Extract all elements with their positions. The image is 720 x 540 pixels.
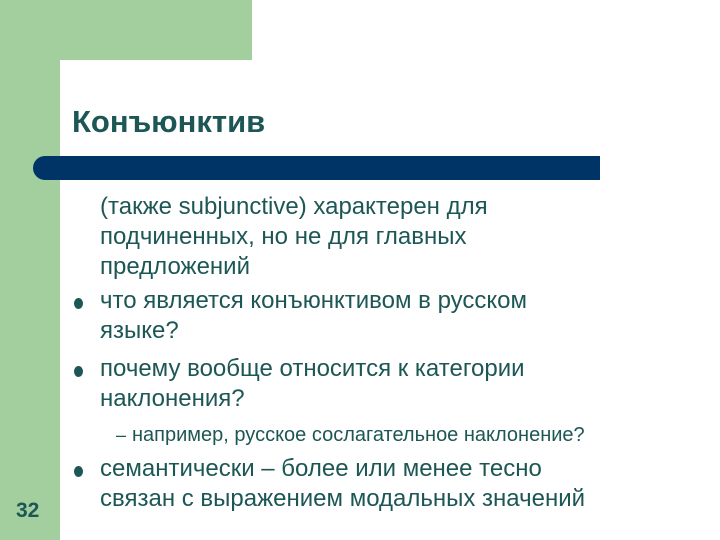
- bullet-icon: [74, 366, 83, 377]
- bullet-icon: [74, 298, 83, 309]
- bullet-icon: [74, 466, 83, 477]
- bullet-item-3: семантически – более или менее тесно связан с выражением модальных значений: [100, 455, 586, 512]
- bullet-item-2: почему вообще относится к категории наклонения?: [100, 355, 525, 412]
- dash-icon: –: [116, 425, 127, 445]
- slide-number: 32: [16, 499, 40, 522]
- slide-title: Конъюнктив: [72, 104, 266, 139]
- intro-paragraph: (также subjunctive) характерен для подчиненных, но не для главных предложений: [100, 193, 488, 280]
- left-decor-bar: [0, 0, 60, 540]
- top-decor-block: [0, 0, 252, 60]
- title-rule: [33, 156, 600, 180]
- sub-bullet-item: например, русское сослагательное наклонение?: [132, 424, 585, 446]
- bullet-item-1: что является конъюнктивом в русском языке?: [100, 287, 528, 344]
